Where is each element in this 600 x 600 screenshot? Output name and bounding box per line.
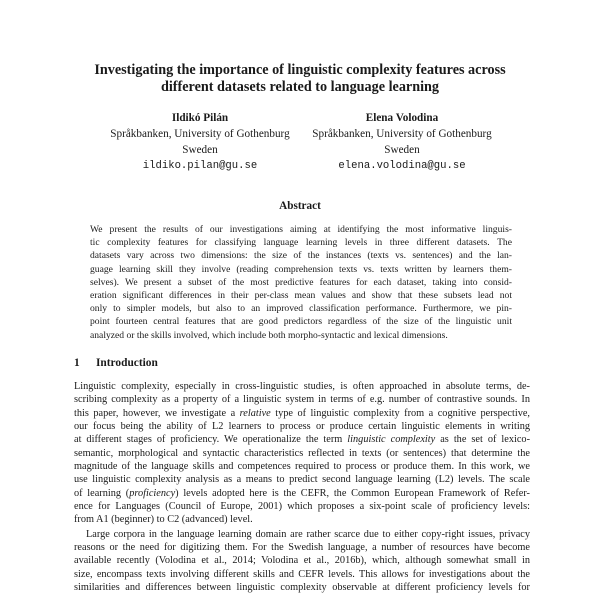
abstract-line: guage learning skill they involve (reading comprehension texts vs. texts written by learners them- xyxy=(90,263,512,275)
author-block-2 xyxy=(300,110,504,174)
body-line xyxy=(74,433,530,446)
author-affiliation: Språkbanken, University of Gothenburg xyxy=(110,128,290,140)
text-run: of learning ( xyxy=(74,487,130,499)
author-name: Elena Volodina xyxy=(365,112,439,124)
abstract-heading: Abstract xyxy=(279,200,321,212)
body-line: our focus being the ability of L2 learners to process or produce certain linguistic elements in writing xyxy=(74,421,530,433)
emphasis: relative xyxy=(239,407,271,419)
body-line: semantic, morphological and syntactic characteristics reflected in texts (or sentences) that determine the xyxy=(74,447,530,459)
text-run: at different stages of proficiency. We operationalize the term xyxy=(74,434,348,446)
author-country: Sweden xyxy=(182,144,218,156)
text-run: ) levels adopted here is the CEFR, the Common European Framework of Refer- xyxy=(175,487,530,499)
abstract-line: selves). We present a subset of the most predictive features for each dataset, taking into consid- xyxy=(90,276,512,288)
abstract-line: eration significant differences in their per-class mean values and show that these subsets lead not xyxy=(90,290,512,302)
text-run: as the set of lexico- xyxy=(435,434,531,446)
text-run: this paper, however, we investigate a xyxy=(74,407,240,419)
body-line: available recently (Volodina et al., 2014; Volodina et al., 2016b), which, although somewhat small in xyxy=(74,555,530,567)
body-line: magnitude of the language skills and competences required to process or produce them. In this work, we xyxy=(74,461,530,473)
emphasis: linguistic complexity xyxy=(347,434,436,446)
body-line: ence for Languages (Council of Europe, 2001) which proposes a six-point scale of proficiency levels: xyxy=(74,501,530,513)
body-line xyxy=(74,407,530,420)
paper-title xyxy=(60,62,540,96)
body-line: use linguistic complexity analysis as a means to predict second language learning (L2) levels. The scale xyxy=(74,474,530,486)
abstract-line: datasets vary across two dimensions: the size of the instances (texts vs. sentences) and the lan- xyxy=(90,250,512,262)
body-line: Linguistic complexity, especially in cross-linguistic studies, is often approached in absolute terms, de- xyxy=(74,381,530,392)
body-line: Large corpora in the language learning domain are rather scarce due to either copy-right issues, privacy xyxy=(86,528,530,540)
text-run: type of linguistic complexity from a cognitive perspective, xyxy=(270,407,530,419)
introduction-body xyxy=(74,380,530,595)
body-line: scribing complexity as a property of a linguistic system in terms of e.g. number of contrastive sounds. In xyxy=(74,394,530,406)
author-email: elena.volodina@gu.se xyxy=(338,160,466,172)
emphasis: proficiency xyxy=(129,487,176,499)
body-line: reasons or the need for digitizing them. For the Swedish language, a number of resources have become xyxy=(74,542,530,554)
abstract-line: only to simpler models, but also to an improved classification performance. Furthermore, we pin- xyxy=(90,303,512,315)
section-title: Introduction xyxy=(96,357,158,369)
title-line-2: different datasets related to language learning xyxy=(160,79,440,95)
title-line-1: Investigating the importance of linguistic complexity features across xyxy=(94,62,506,78)
body-line: from A1 (beginner) to C2 (advanced) level. xyxy=(74,514,253,526)
body-line xyxy=(74,487,530,500)
abstract-line: point fourteen central features that are good predictors regardless of the size of the linguistic unit xyxy=(90,316,512,328)
abstract-line: We present the results of our investigations aiming at identifying the most informative linguis- xyxy=(90,224,512,235)
section-heading-introduction xyxy=(74,357,158,369)
body-line: similarities and differences between linguistic complexity observable at different proficiency levels for xyxy=(74,582,530,594)
abstract-line: analyzed or the skills involved, which include both morpho-syntactic and lexical dimensions. xyxy=(90,329,448,341)
abstract-line: tic complexity features for classifying language learning levels in three different datasets. The xyxy=(90,237,512,249)
author-country: Sweden xyxy=(384,144,420,156)
author-block-1 xyxy=(100,110,300,174)
author-affiliation: Språkbanken, University of Gothenburg xyxy=(312,128,492,140)
abstract-body xyxy=(90,223,512,342)
body-line: size, encompass texts involving different skills and CEFR levels. This allows for investigations about the xyxy=(74,568,530,580)
section-number: 1 xyxy=(74,357,80,369)
author-email: ildiko.pilan@gu.se xyxy=(142,160,258,172)
author-name: Ildikó Pilán xyxy=(171,112,229,124)
